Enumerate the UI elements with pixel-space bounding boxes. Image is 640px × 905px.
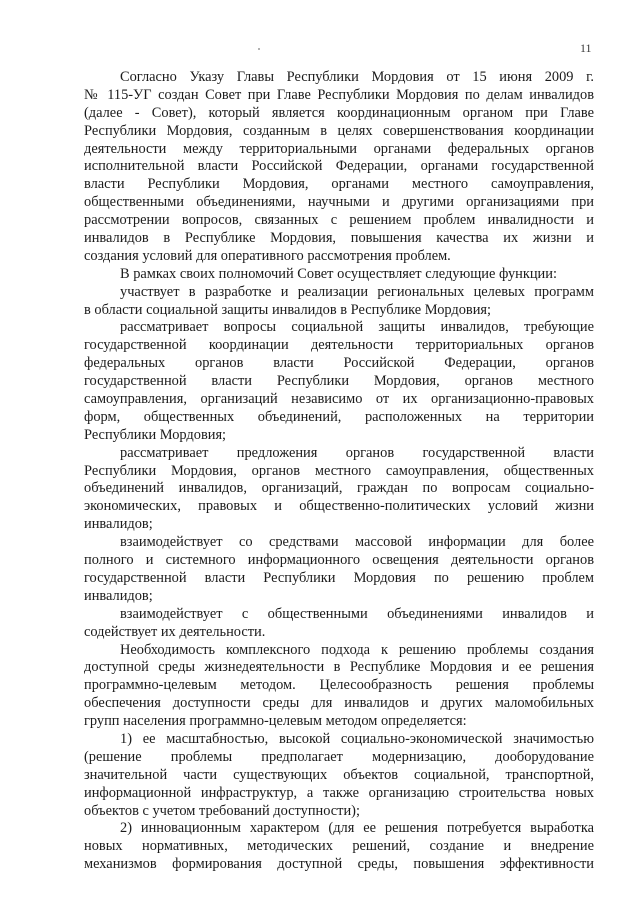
- text-line: программно-целевым методом. Целесообразность решения проблемы: [84, 677, 594, 694]
- text-line: полного и системного информационного освещения деятельности органов: [84, 552, 594, 569]
- text-line: № 115-УГ создан Совет при Главе Республики Мордовия по делам инвалидов: [84, 86, 594, 103]
- text-line: государственной власти Республики Мордовия, органов местного: [84, 373, 594, 390]
- text-line: деятельности между территориальными органами федеральных органов: [84, 140, 594, 157]
- text-line: федеральных органов власти Российской Федерации, органов: [84, 355, 594, 372]
- text-line: содействует их деятельности.: [84, 623, 266, 640]
- text-line: инвалидов;: [84, 587, 153, 604]
- text-line: Республики Мордовия, органов местного самоуправления, общественных: [84, 462, 594, 479]
- text-line: Согласно Указу Главы Республики Мордовия от 15 июня 2009 г.: [120, 69, 594, 85]
- document-body: [84, 69, 594, 874]
- text-line: государственной координации деятельности территориальных органов: [84, 337, 594, 354]
- text-line: обеспечения доступности среды для инвалидов и других маломобильных: [84, 695, 594, 712]
- text-line: инвалидов;: [84, 516, 153, 533]
- text-line: создания условий для оперативного рассмотрения проблем.: [84, 247, 451, 264]
- text-line: исполнительной власти Российской Федерации, органами государственной: [84, 158, 594, 175]
- text-line: механизмов формирования доступной среды, повышения эффективности: [84, 856, 594, 873]
- page-number: 11: [580, 41, 592, 55]
- text-line: групп населения программно-целевым методом определяется:: [84, 713, 467, 730]
- text-line: 2) инновационным характером (для ее решения потребуется выработка: [120, 820, 594, 837]
- text-line: общественными объединениями, научными и другими организациями при: [84, 194, 594, 211]
- text-line: объектов с учетом требований доступности);: [84, 802, 360, 819]
- text-line: значительной части существующих объектов социальной, транспортной,: [84, 766, 594, 783]
- text-line: В рамках своих полномочий Совет осуществляет следующие функции:: [120, 265, 557, 282]
- text-line: объединений инвалидов, организаций, граждан по вопросам социально-: [84, 480, 594, 497]
- text-line: самоуправления, организаций независимо от их организационно-правовых: [84, 391, 594, 408]
- text-line: Республики Мордовия;: [84, 426, 227, 443]
- text-line: (далее - Совет), который является координационным органом при Главе: [84, 104, 594, 121]
- scan-artifact-dot: [258, 48, 260, 50]
- text-line: власти Республики Мордовия, органами местного самоуправления,: [84, 176, 594, 193]
- text-line: информационной инфраструктур, а также организацию строительства новых: [84, 784, 594, 801]
- text-line: Необходимость комплексного подхода к решению проблемы создания: [120, 641, 594, 658]
- text-line: 1) ее масштабностью, высокой социально-экономической значимостью: [120, 730, 594, 747]
- text-line: взаимодействует с общественными объединениями инвалидов и: [120, 605, 594, 622]
- text-line: в области социальной защиты инвалидов в Республике Мордовия;: [84, 301, 492, 318]
- text-line: взаимодействует со средствами массовой информации для более: [120, 534, 594, 551]
- text-line: участвует в разработке и реализации региональных целевых программ: [120, 283, 594, 300]
- text-line: рассматривает предложения органов государственной власти: [120, 444, 594, 461]
- text-line: форм, общественных объединений, расположенных на территории: [84, 408, 594, 425]
- text-line: государственной власти Республики Мордовия по решению проблем: [84, 569, 594, 586]
- text-line: доступной среды жизнедеятельности в Республике Мордовия и ее решения: [84, 659, 594, 676]
- text-line: рассмотрении вопросов, связанных с решением проблем инвалидности и: [84, 212, 594, 229]
- text-line: инвалидов в Республике Мордовия, повышения качества их жизни и: [84, 230, 594, 247]
- text-line: Республики Мордовия, созданным в целях совершенствования координации: [84, 122, 594, 139]
- text-line: новых нормативных, методических решений, создание и внедрение: [84, 838, 594, 855]
- text-line: экономических, правовых и общественно-политических условий жизни: [84, 498, 594, 515]
- text-line: (решение проблемы предполагает модернизацию, дооборудование: [84, 748, 594, 765]
- text-line: рассматривает вопросы социальной защиты инвалидов, требующие: [120, 319, 594, 336]
